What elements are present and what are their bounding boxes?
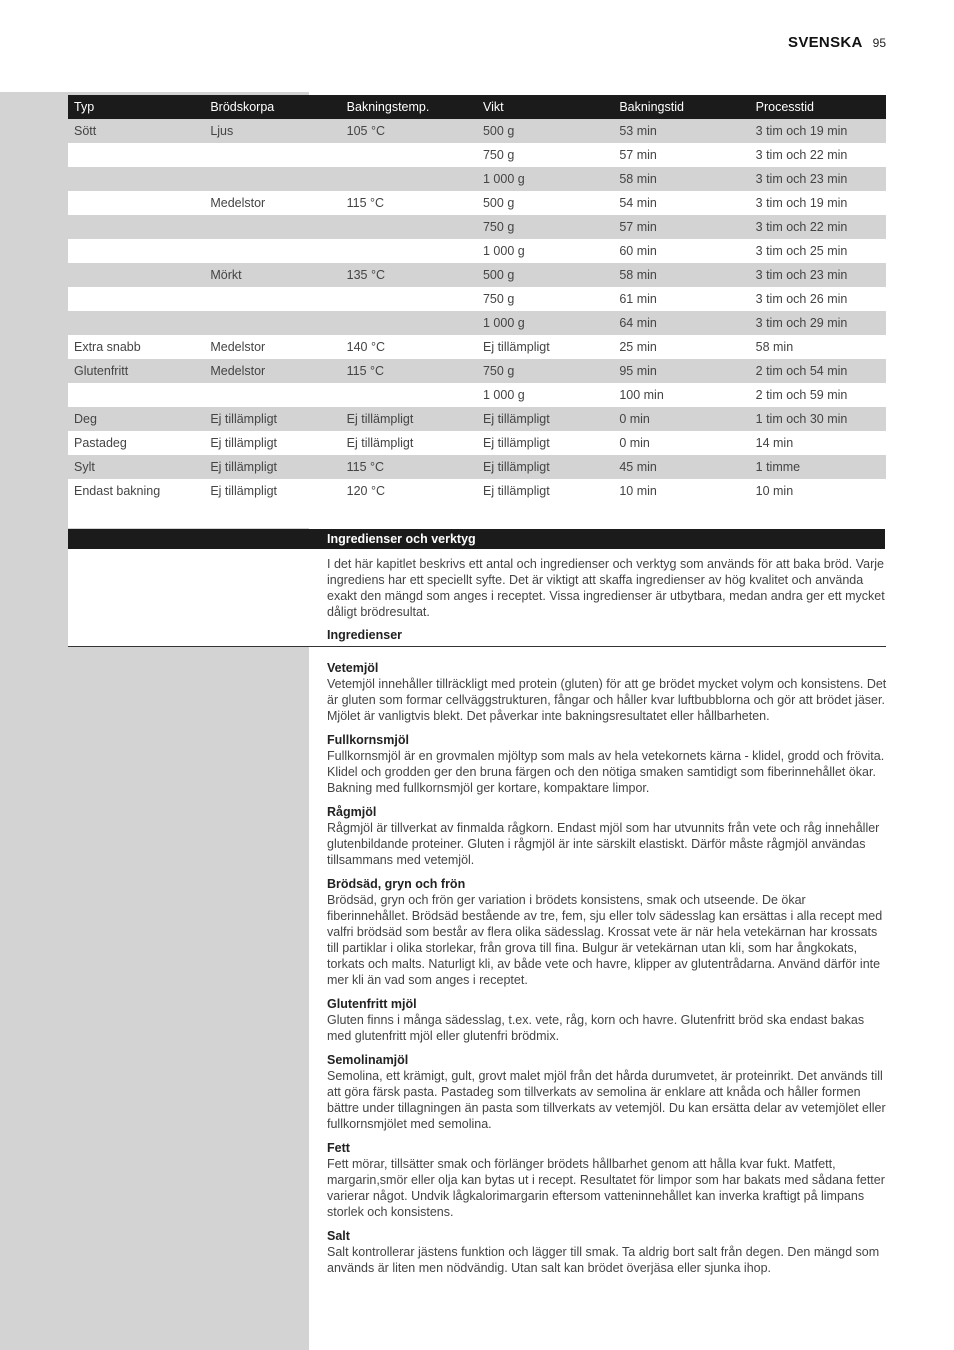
table-cell — [68, 215, 204, 239]
ingredient-heading: Fullkornsmjöl — [327, 733, 409, 747]
table-cell — [68, 239, 204, 263]
table-cell — [341, 215, 477, 239]
table-cell — [68, 383, 204, 407]
table-cell: Ej tillämpligt — [477, 479, 613, 503]
table-cell — [68, 191, 204, 215]
table-cell — [341, 383, 477, 407]
table-row — [68, 455, 886, 479]
table-cell: Deg — [68, 407, 204, 431]
ingredient-heading: Fett — [327, 1141, 350, 1155]
table-cell: Extra snabb — [68, 335, 204, 359]
ingredient-text: Semolina, ett krämigt, gult, grovt malet mjöl från det hårda durumvetet, är proteinrikt. Det används till att göra färsk pasta. Pastadeg som tillverkats av semolina är enklare att knåda och håller formen bättre under tillagningen än pasta som tillverkats av vetemjöl. Du kan ersätta delar av vetemjölet eller fullkornsmjölet med semolina. — [327, 1069, 886, 1131]
table-cell: Ej tillämpligt — [204, 479, 340, 503]
table-cell: 57 min — [613, 215, 749, 239]
ingredient-heading: Vetemjöl — [327, 661, 379, 675]
table-cell — [341, 287, 477, 311]
table-cell: 57 min — [613, 143, 749, 167]
table-cell: Medelstor — [204, 335, 340, 359]
table-cell: 2 tim och 54 min — [750, 359, 886, 383]
table-cell: 135 °C — [341, 263, 477, 287]
table-cell — [341, 167, 477, 191]
table-cell: Ej tillämpligt — [341, 407, 477, 431]
table-cell: 3 tim och 23 min — [750, 167, 886, 191]
table-row — [68, 335, 886, 359]
table-cell: 105 °C — [341, 119, 477, 143]
table-row — [68, 431, 886, 455]
divider-rule — [68, 646, 886, 647]
table-row — [68, 215, 886, 239]
table-cell: Sött — [68, 119, 204, 143]
table-cell: 750 g — [477, 359, 613, 383]
table-cell — [204, 215, 340, 239]
table-cell: Ej tillämpligt — [204, 431, 340, 455]
table-cell — [204, 239, 340, 263]
ingredient-text: Brödsäd, gryn och frön ger variation i brödets konsistens, smak och utseende. De ökar fiberinnehållet. Brödsäd bestående av tre, fem, sju eller tolv sädesslag kan ersättas i alla recept med valfri brödsäd som består av flera olika sädesslag. Krossat vete är när hela vetekärnan har krossats till partiklar i olika storlekar, från grova till fina. Bulgur är vetekärnan utan kli, som har ångkokats, torkats och malts. Naturligt kli, av både vete och havre, klipper av glutentrådarna. Använd därför inte mer kli än vad som anges i receptet. — [327, 893, 883, 987]
table-cell: 2 tim och 59 min — [750, 383, 886, 407]
ingredient-text: Salt kontrollerar jästens funktion och lägger till smak. Ta aldrig bort salt från degen. Den mängd som används är liten men nödvändig. Utan salt kan brödet överjäsa eller sjunka ihop. — [327, 1245, 880, 1275]
table-cell: 58 min — [613, 167, 749, 191]
page-number: 95 — [872, 36, 886, 50]
table-cell: 100 min — [613, 383, 749, 407]
table-cell: 750 g — [477, 215, 613, 239]
column-header-baking-time: Bakningstid — [613, 95, 749, 119]
table-cell: 0 min — [613, 407, 749, 431]
table-cell — [204, 287, 340, 311]
table-row — [68, 191, 886, 215]
column-header-crust: Brödskorpa — [204, 95, 340, 119]
table-cell — [68, 311, 204, 335]
table-cell: 120 °C — [341, 479, 477, 503]
column-header-type: Typ — [68, 95, 204, 119]
table-cell: 14 min — [750, 431, 886, 455]
table-cell: 3 tim och 26 min — [750, 287, 886, 311]
ingredient-heading: Glutenfritt mjöl — [327, 997, 417, 1011]
table-cell: Ej tillämpligt — [477, 455, 613, 479]
table-cell: 115 °C — [341, 455, 477, 479]
table-cell: Mörkt — [204, 263, 340, 287]
table-row — [68, 263, 886, 287]
table-cell: 53 min — [613, 119, 749, 143]
ingredient-heading: Semolinamjöl — [327, 1053, 409, 1067]
table-cell: 95 min — [613, 359, 749, 383]
ingredient-heading: Salt — [327, 1229, 350, 1243]
table-cell: 58 min — [613, 263, 749, 287]
table-cell — [68, 167, 204, 191]
table-cell — [341, 239, 477, 263]
table-cell: 25 min — [613, 335, 749, 359]
table-cell: Ljus — [204, 119, 340, 143]
table-cell: 10 min — [613, 479, 749, 503]
table-cell: 54 min — [613, 191, 749, 215]
table-cell: 3 tim och 23 min — [750, 263, 886, 287]
table-cell: 500 g — [477, 119, 613, 143]
table-row — [68, 407, 886, 431]
table-cell: 3 tim och 22 min — [750, 143, 886, 167]
table-cell: Ej tillämpligt — [341, 431, 477, 455]
table-cell: 60 min — [613, 239, 749, 263]
ingredient-heading: Brödsäd, gryn och frön — [327, 877, 466, 891]
section-title-bar — [68, 529, 885, 549]
table-cell: 140 °C — [341, 335, 477, 359]
table-cell: Ej tillämpligt — [477, 407, 613, 431]
table-cell: 115 °C — [341, 191, 477, 215]
table-row — [68, 311, 886, 335]
table-spacer — [68, 503, 309, 528]
table-cell: 3 tim och 22 min — [750, 215, 886, 239]
table-cell: 1 000 g — [477, 239, 613, 263]
table-cell: 10 min — [750, 479, 886, 503]
table-cell: 1 timme — [750, 455, 886, 479]
ingredient-list — [327, 660, 887, 1284]
ingredient-text: Rågmjöl är tillverkat av finmalda rågkorn. Endast mjöl som har utvunnits från vete och råg innehåller glutenbildande proteiner. Gluten i rågmjöl är inte särskilt elastiskt. Därför måste rågmjöl användas tillsammans med vetemjöl. — [327, 821, 880, 867]
table-cell: 750 g — [477, 287, 613, 311]
table-cell: 1 tim och 30 min — [750, 407, 886, 431]
table-row — [68, 239, 886, 263]
table-cell: 750 g — [477, 143, 613, 167]
table-cell: 500 g — [477, 263, 613, 287]
table-cell: Medelstor — [204, 191, 340, 215]
section-intro: I det här kapitlet beskrivs ett antal och ingredienser och verktyg som används för att baka bröd. Varje ingrediens har ett speciellt syfte. Det är viktigt att skaffa ingredienser av hög kvalitet och använda exakt den mängd som anges i receptet. Vissa ingredienser är utbytbara, medan andra ger ett mycket dåligt brödresultat. — [327, 557, 885, 619]
table-cell: Ej tillämpligt — [477, 335, 613, 359]
column-header-temperature: Bakningstemp. — [341, 95, 477, 119]
table-cell — [204, 383, 340, 407]
table-cell — [204, 167, 340, 191]
table-cell — [68, 143, 204, 167]
table-cell: Ej tillämpligt — [204, 407, 340, 431]
table-row — [68, 143, 886, 167]
ingredient-text: Fett mörar, tillsätter smak och förlänger brödets hållbarhet genom att hålla kvar fukt. Matfett, margarin,smör eller olja kan bytas ut i recept. Resultatet för limpor som har bakats med sådana fetter varierar något. Undvik lågkalorimargarin eftersom vatteninnehållet kan inverka kraftigt på limpans storlek och konsistens. — [327, 1157, 885, 1219]
ingredients-subheading: Ingredienser — [327, 628, 403, 642]
table-cell: 64 min — [613, 311, 749, 335]
table-cell: 61 min — [613, 287, 749, 311]
language-label: SVENSKA — [788, 34, 863, 51]
table-cell: 0 min — [613, 431, 749, 455]
table-row — [68, 359, 886, 383]
table-cell: Medelstor — [204, 359, 340, 383]
table-cell: Ej tillämpligt — [477, 431, 613, 455]
table-cell: Glutenfritt — [68, 359, 204, 383]
baking-table — [68, 95, 886, 503]
table-cell — [204, 143, 340, 167]
table-cell: 3 tim och 25 min — [750, 239, 886, 263]
table-cell: 3 tim och 29 min — [750, 311, 886, 335]
section-title: Ingredienser och verktyg — [327, 532, 476, 546]
table-row — [68, 383, 886, 407]
table-row — [68, 287, 886, 311]
table-cell — [68, 263, 204, 287]
ingredient-heading: Rågmjöl — [327, 805, 377, 819]
table-cell: 115 °C — [341, 359, 477, 383]
table-cell: Pastadeg — [68, 431, 204, 455]
column-header-process-time: Processtid — [750, 95, 886, 119]
table-row — [68, 119, 886, 143]
table-cell: 3 tim och 19 min — [750, 191, 886, 215]
table-body — [68, 119, 886, 503]
intro-left-blank — [68, 549, 309, 646]
table-cell: 45 min — [613, 455, 749, 479]
table-cell — [68, 287, 204, 311]
table-cell: 500 g — [477, 191, 613, 215]
table-cell — [341, 143, 477, 167]
ingredient-text: Fullkornsmjöl är en grovmalen mjöltyp som mals av hela vetekornets kärna - klidel, grodd och frövita. Klidel och grodden ger den bruna färgen och den nötiga smaken samtidigt som fiberinnehållet ökar. Bakning med fullkornsmjöl ger kortare, kompaktare limpor. — [327, 749, 885, 795]
table-cell: Ej tillämpligt — [204, 455, 340, 479]
table-cell: 1 000 g — [477, 383, 613, 407]
table-cell — [341, 311, 477, 335]
table-row — [68, 479, 886, 503]
table-cell: 3 tim och 19 min — [750, 119, 886, 143]
column-header-weight: Vikt — [477, 95, 613, 119]
table-cell: Endast bakning — [68, 479, 204, 503]
page-header — [788, 34, 886, 51]
table-cell — [204, 311, 340, 335]
table-row — [68, 167, 886, 191]
ingredient-text: Vetemjöl innehåller tillräckligt med protein (gluten) för att ge brödet mycket volym och konsistens. Det är gluten som formar cellväggstrukturen, fångar och håller kvar luftbubblorna och gör att brödet jäser. Mjölet är vanligtvis blekt. Det påverkar inte bakningsresultatet eller hållbarheten. — [327, 677, 887, 723]
table-cell: 1 000 g — [477, 167, 613, 191]
table-header-row — [68, 95, 886, 119]
table-cell: 58 min — [750, 335, 886, 359]
ingredient-text: Gluten finns i många sädesslag, t.ex. vete, råg, korn och havre. Glutenfritt bröd ska endast bakas med glutenfritt mjöl eller glutenfri brödmix. — [327, 1013, 865, 1043]
table-cell: Sylt — [68, 455, 204, 479]
table-cell: 1 000 g — [477, 311, 613, 335]
